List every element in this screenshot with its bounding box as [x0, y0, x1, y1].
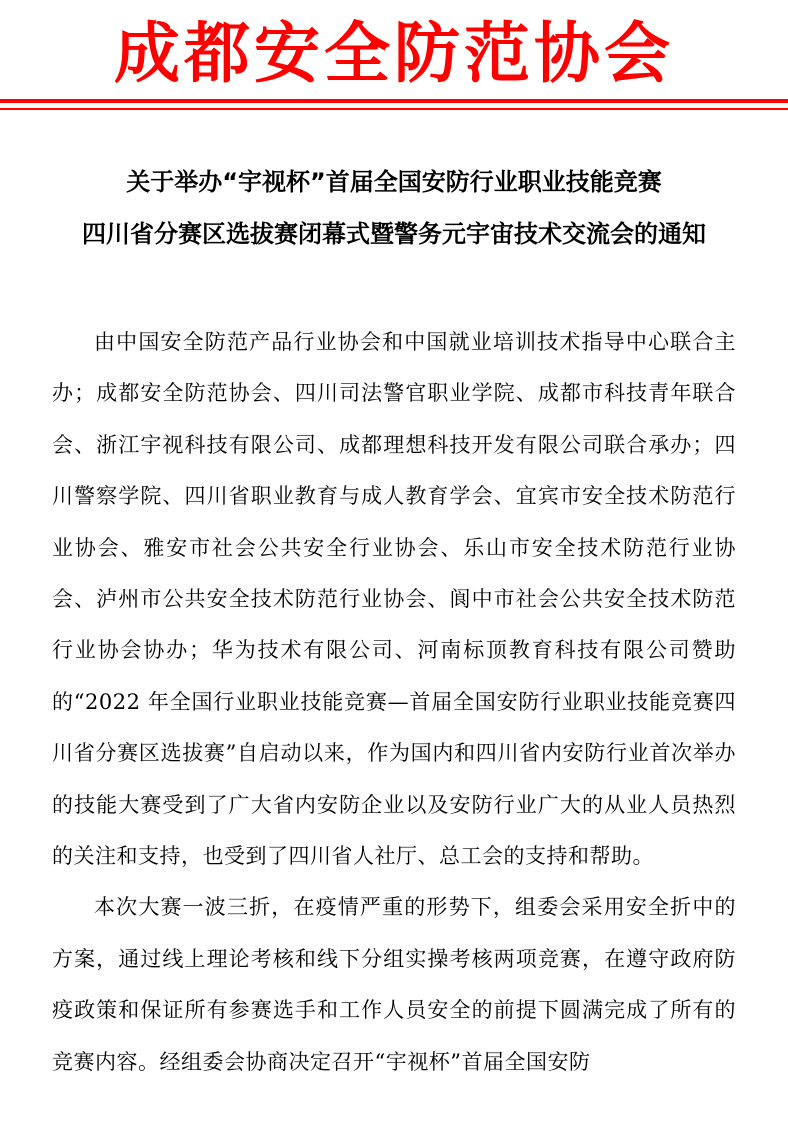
organization-header: 成都安全防范协会 — [114, 14, 674, 92]
header-divider-thick — [0, 99, 788, 103]
header-divider-thin — [0, 108, 788, 110]
document-body — [52, 317, 736, 1088]
document-title-line-2: 四川省分赛区选拔赛闭幕式暨警务元宇宙技术交流会的通知 — [82, 220, 706, 248]
body-paragraph-2: 本次大赛一波三折，在疫情严重的形势下，组委会采用安全折中的方案，通过线上理论考核和线下分组实操考核两项竞赛，在遵守政府防疫政策和保证所有参赛选手和工作人员安全的前提下圆满完成了所有的竞赛内容。经组委会协商决定召开“宇视杯”首届全国安防 — [52, 895, 736, 1074]
document-title-line-1: 关于举办“宇视杯”首届全国安防行业职业技能竞赛 — [126, 168, 662, 196]
body-paragraph-1: 由中国安全防范产品行业协会和中国就业培训技术指导中心联合主办；成都安全防范协会、四川司法警官职业学院、成都市科技青年联合会、浙江宇视科技有限公司、成都理想科技开发有限公司联合承办；四川警察学院、四川省职业教育与成人教育学会、宜宾市安全技术防范行业协会、雅安市社会公共安全行业协会、乐山市安全技术防范行业协会、泸州市公共安全技术防范行业协会、阆中市社会公共安全技术防范行业协会协办；华为技术有限公司、河南标顶教育科技有限公司赞助的“2022 年全国行业职业技能竞赛—首届全国安防行业职业技能竞赛四川省分赛区选拔赛”自启动以来，作为国内和四川省内安防行业首次举办的技能大赛受到了广大省内安防企业以及安防行业广大的从业人员热烈的关注和支持，也受到了四川省人社厅、总工会的支持和帮助。 — [52, 330, 736, 869]
